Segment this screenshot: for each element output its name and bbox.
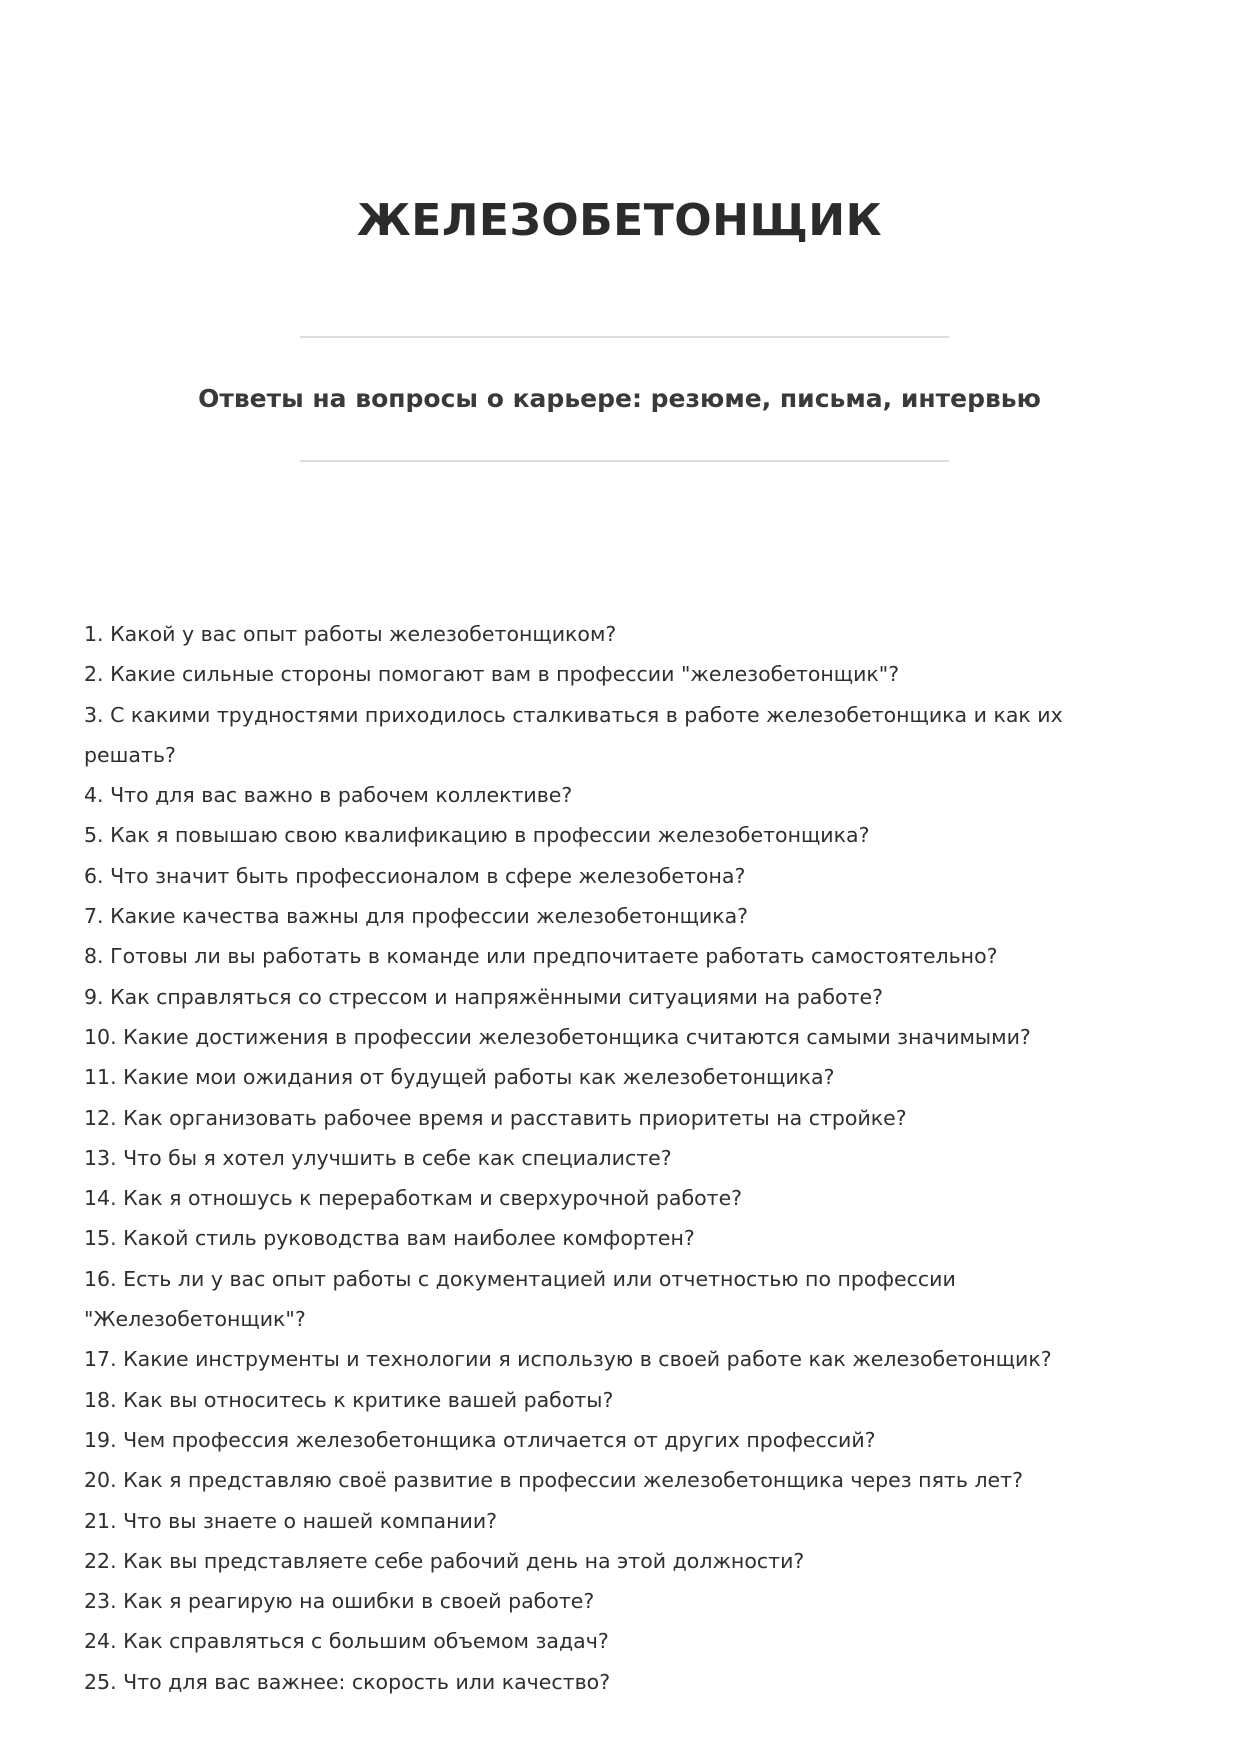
question-item: 22. Как вы представляете себе рабочий день на этой должности?	[84, 1548, 805, 1573]
question-item: 5. Как я повышаю свою квалификацию в профессии железобетонщика?	[84, 823, 870, 848]
question-item: 13. Что бы я хотел улучшить в себе как специалисте?	[84, 1145, 672, 1170]
question-item: 24. Как справляться с большим объемом задач?	[84, 1629, 609, 1654]
question-item: 21. Что вы знаете о нашей компании?	[84, 1508, 498, 1533]
question-item: 19. Чем профессия железобетонщика отличается от других профессий?	[84, 1427, 876, 1452]
question-item: 25. Что для вас важнее: скорость или качество?	[84, 1669, 611, 1694]
page-subtitle: Ответы на вопросы о карьере: резюме, письма, интервью	[198, 384, 1041, 413]
question-item: 7. Какие качества важны для профессии железобетонщика?	[84, 904, 749, 929]
divider-bottom	[300, 460, 949, 462]
question-item: 15. Какой стиль руководства вам наиболее комфортен?	[84, 1226, 695, 1251]
question-item: 4. Что для вас важно в рабочем коллективе?	[84, 783, 573, 808]
question-item: 20. Как я представляю своё развитие в профессии железобетонщика через пять лет?	[84, 1468, 1023, 1493]
question-item: 6. Что значит быть профессионалом в сфере железобетона?	[84, 863, 746, 888]
question-item: 14. Как я отношусь к переработкам и сверхурочной работе?	[84, 1186, 743, 1211]
page-title: ЖЕЛЕЗОБЕТОНЩИК	[356, 195, 883, 246]
question-item: 16. Есть ли у вас опыт работы с документацией или отчетностью по профессии "Железобетонщик"?	[84, 1266, 956, 1332]
divider-top	[300, 336, 949, 338]
question-item: 10. Какие достижения в профессии железобетонщика считаются самыми значимыми?	[84, 1024, 1031, 1049]
question-item: 8. Готовы ли вы работать в команде или предпочитаете работать самостоятельно?	[84, 944, 998, 969]
question-item: 12. Как организовать рабочее время и расставить приоритеты на стройке?	[84, 1105, 907, 1130]
question-item: 11. Какие мои ожидания от будущей работы как железобетонщика?	[84, 1065, 835, 1090]
question-item: 3. С какими трудностями приходилось сталкиваться в работе железобетонщика и как их решать?	[84, 702, 1063, 767]
question-item: 9. Как справляться со стрессом и напряжёнными ситуациями на работе?	[84, 984, 883, 1009]
question-item: 2. Какие сильные стороны помогают вам в профессии "железобетонщик"?	[84, 662, 900, 687]
question-list	[84, 614, 1124, 1702]
question-item: 17. Какие инструменты и технологии я использую в своей работе как железобетонщик?	[84, 1347, 1052, 1372]
question-item: 18. Как вы относитесь к критике вашей работы?	[84, 1387, 614, 1412]
question-item: 1. Какой у вас опыт работы железобетонщиком?	[84, 622, 617, 646]
question-item: 23. Как я реагирую на ошибки в своей работе?	[84, 1589, 595, 1614]
